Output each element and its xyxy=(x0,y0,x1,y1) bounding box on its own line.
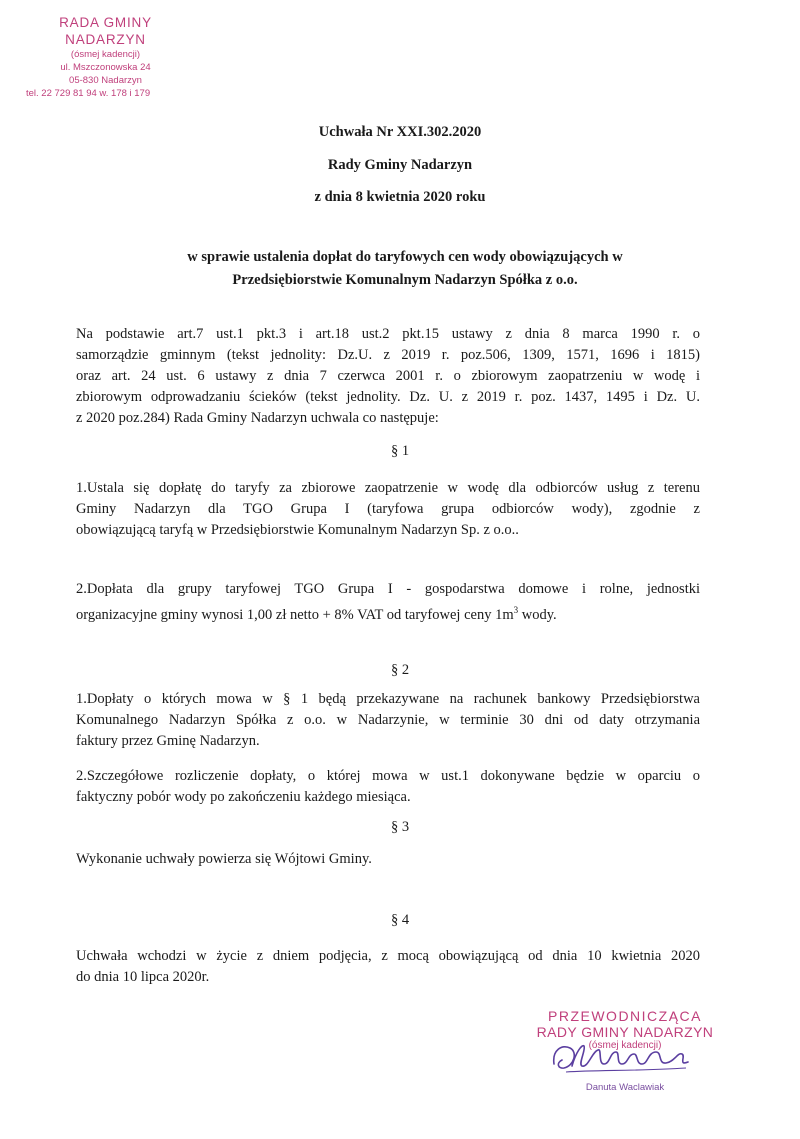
stamp-subtitle: RADY GMINY NADARZYN xyxy=(536,1024,714,1040)
superscript: 3 xyxy=(513,605,519,615)
stamp-phone: tel. 22 729 81 94 w. 178 i 179 xyxy=(26,88,151,99)
text-line: oraz art. 24 ust. 6 ustawy z dnia 7 czerwca 2001 r. o zbiorowym zaopatrzeniu w wodę i xyxy=(76,368,700,384)
council-stamp xyxy=(18,14,193,100)
text-line: z 2020 poz.284) Rada Gminy Nadarzyn uchwala co następuje: xyxy=(76,410,439,426)
section-1-mark: § 1 xyxy=(390,443,410,459)
resolution-date: z dnia 8 kwietnia 2020 roku xyxy=(314,189,486,205)
text-line: faktury przez Gminę Nadarzyn. xyxy=(76,733,260,749)
preamble xyxy=(76,324,700,429)
text-line: 1.Dopłaty o których mowa w § 1 będą przekazywane na rachunek bankowy Przedsiębiorstwa xyxy=(76,691,700,707)
handwritten-signature xyxy=(548,1030,698,1080)
text-fragment: wody. xyxy=(518,606,557,623)
text-line: 1.Ustala się dopłatę do taryfy za zbiorowe zaopatrzenie w wodę dla odbiorców usług z terenu xyxy=(76,480,700,496)
section-3-text xyxy=(76,849,700,870)
text-line: Wykonanie uchwały powierza się Wójtowi Gminy. xyxy=(76,851,372,867)
section-1-paragraph-1 xyxy=(76,478,700,541)
subject-line: Przedsiębiorstwie Komunalnym Nadarzyn Spółka z o.o. xyxy=(232,272,578,288)
resolution-council: Rady Gminy Nadarzyn xyxy=(327,157,473,173)
resolution-subject xyxy=(100,246,710,292)
text-line: samorządzie gminnym (tekst jednolity: Dz.U. z 2019 r. poz.506, 1309, 1571, 1696 i 1815) xyxy=(76,347,700,363)
text-line: zbiorowym odprowadzaniu ścieków (tekst jednolity. Dz. U. z 2019 r. poz. 1437, 1495 i Dz. U. xyxy=(76,389,700,405)
text-line: obowiązującą taryfą w Przedsiębiorstwie Komunalnym Nadarzyn Sp. z o.o.. xyxy=(76,522,519,538)
text-line: 2.Dopłata dla grupy taryfowej TGO Grupa I - gospodarstwa domowe i rolne, jednostki xyxy=(76,581,700,597)
stamp-title: PRZEWODNICZĄCA xyxy=(548,1008,702,1024)
section-2-paragraph-1 xyxy=(76,689,700,752)
text-line: Komunalnego Nadarzyn Spółka z o.o. w Nadarzynie, w terminie 30 dni od daty otrzymania xyxy=(76,712,700,728)
stamp-line: (ósmej kadencji) xyxy=(588,1040,662,1051)
text-line: Gminy Nadarzyn dla TGO Grupa I (taryfowa grupa odbiorców wody), zgodnie z xyxy=(76,501,700,517)
section-4-mark: § 4 xyxy=(390,912,410,928)
stamp-line: ul. Mszczonowska 24 xyxy=(60,62,151,73)
stamp-line: 05-830 Nadarzyn xyxy=(69,75,142,86)
section-2-mark: § 2 xyxy=(390,662,410,678)
stamp-line: (ósmej kadencji) xyxy=(70,49,141,60)
text-line xyxy=(76,600,700,626)
text-line: Na podstawie art.7 ust.1 pkt.3 i art.18 ust.2 pkt.15 ustawy z dnia 8 marca 1990 r. o xyxy=(76,326,700,342)
stamp-title: RADA GMINY NADARZYN xyxy=(59,15,152,47)
text-fragment: organizacyjne gminy wynosi 1,00 zł netto + 8% VAT od taryfowej ceny 1m xyxy=(76,606,514,623)
text-line: Uchwała wchodzi w życie z dniem podjęcia, z mocą obowiązującą od dnia 10 kwietnia 2020 xyxy=(76,948,700,964)
subject-line: w sprawie ustalenia dopłat do taryfowych cen wody obowiązujących w xyxy=(187,249,623,265)
stamp-name: Danuta Waclawiak xyxy=(585,1082,665,1093)
section-3-mark: § 3 xyxy=(390,819,410,835)
resolution-number: Uchwała Nr XXI.302.2020 xyxy=(318,124,482,140)
section-4-text xyxy=(76,946,700,988)
text-line: do dnia 10 lipca 2020r. xyxy=(76,969,210,985)
text-line: faktyczny pobór wody po zakończeniu każdego miesiąca. xyxy=(76,789,411,805)
text-line: 2.Szczegółowe rozliczenie dopłaty, o której mowa w ust.1 dokonywane będzie w oparciu o xyxy=(76,768,700,784)
section-2-paragraph-2 xyxy=(76,766,700,808)
section-1-paragraph-2 xyxy=(76,579,700,626)
